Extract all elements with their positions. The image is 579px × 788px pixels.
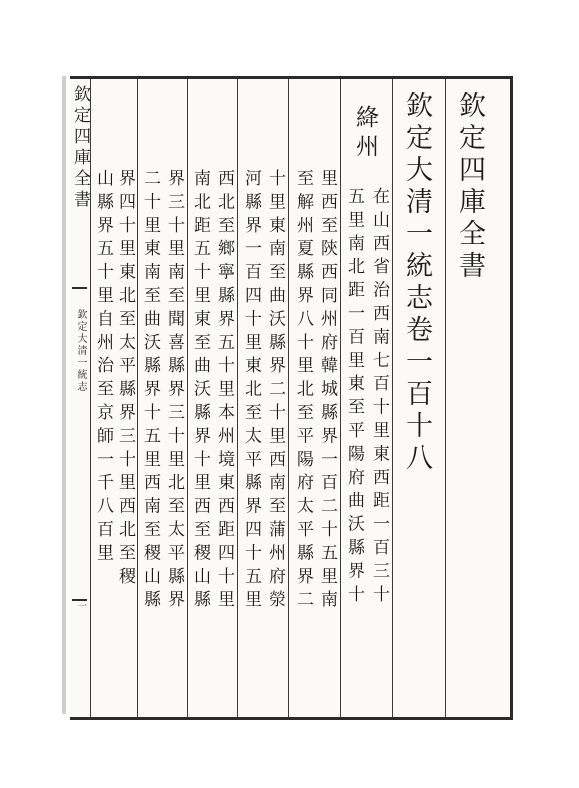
column-rule (340, 79, 341, 717)
body-line-5: 十里東南至曲沃縣界二十里西南至蒲州府滎 (265, 169, 285, 614)
margin-volume-label: 欽定大清一統志 (75, 309, 86, 393)
column-rule (288, 79, 289, 717)
column-rule (137, 79, 138, 717)
body-line-7: 西北至鄉寧縣界五十里本州境東西距四十里 (214, 169, 234, 614)
volume-title: 欽定大清一統志卷一百十八 (401, 91, 432, 475)
body-line-6: 河縣界一百四十里東北至太平縣界四十五里 (241, 169, 261, 614)
column-rule (237, 79, 238, 717)
column-rule (392, 79, 393, 717)
column-rule (187, 79, 188, 717)
fish-tail-mark-top (72, 287, 87, 289)
body-line-4: 至解州夏縣界八十里北至平陽府太平縣界二 (293, 169, 313, 614)
document-page (70, 76, 513, 720)
margin-strip (70, 79, 91, 717)
column-rule (445, 79, 446, 717)
margin-book-title: 欽定四庫全書 (70, 85, 90, 211)
body-line-2: 五里南北距一百里東至平陽府曲沃縣界十 (344, 187, 364, 609)
body-line-3: 里西至陝西同州府韓城縣界一百二十五里南 (317, 169, 337, 614)
body-line-9: 界三十里南至聞喜縣界三十里北至太平縣界 (164, 169, 184, 614)
body-line-10: 二十里東南至曲沃縣界十五里西南至稷山縣 (140, 169, 160, 614)
entry-heading: 絳州 (352, 105, 378, 163)
page-edge-shadow (62, 76, 66, 714)
body-line-12: 山縣界五十里自州治至京師一千八百里 (93, 169, 113, 567)
body-line-1: 在山西省治西南七百十里東西距一百三十 (369, 187, 389, 609)
body-line-11: 界四十里東北至太平縣界三十里西北至稷 (115, 169, 135, 591)
body-line-8: 南北距五十里東至曲沃縣界十里西至稷山縣 (190, 169, 210, 614)
margin-page-mark: 一 (76, 601, 86, 610)
book-title: 欽定四庫全書 (454, 91, 485, 283)
